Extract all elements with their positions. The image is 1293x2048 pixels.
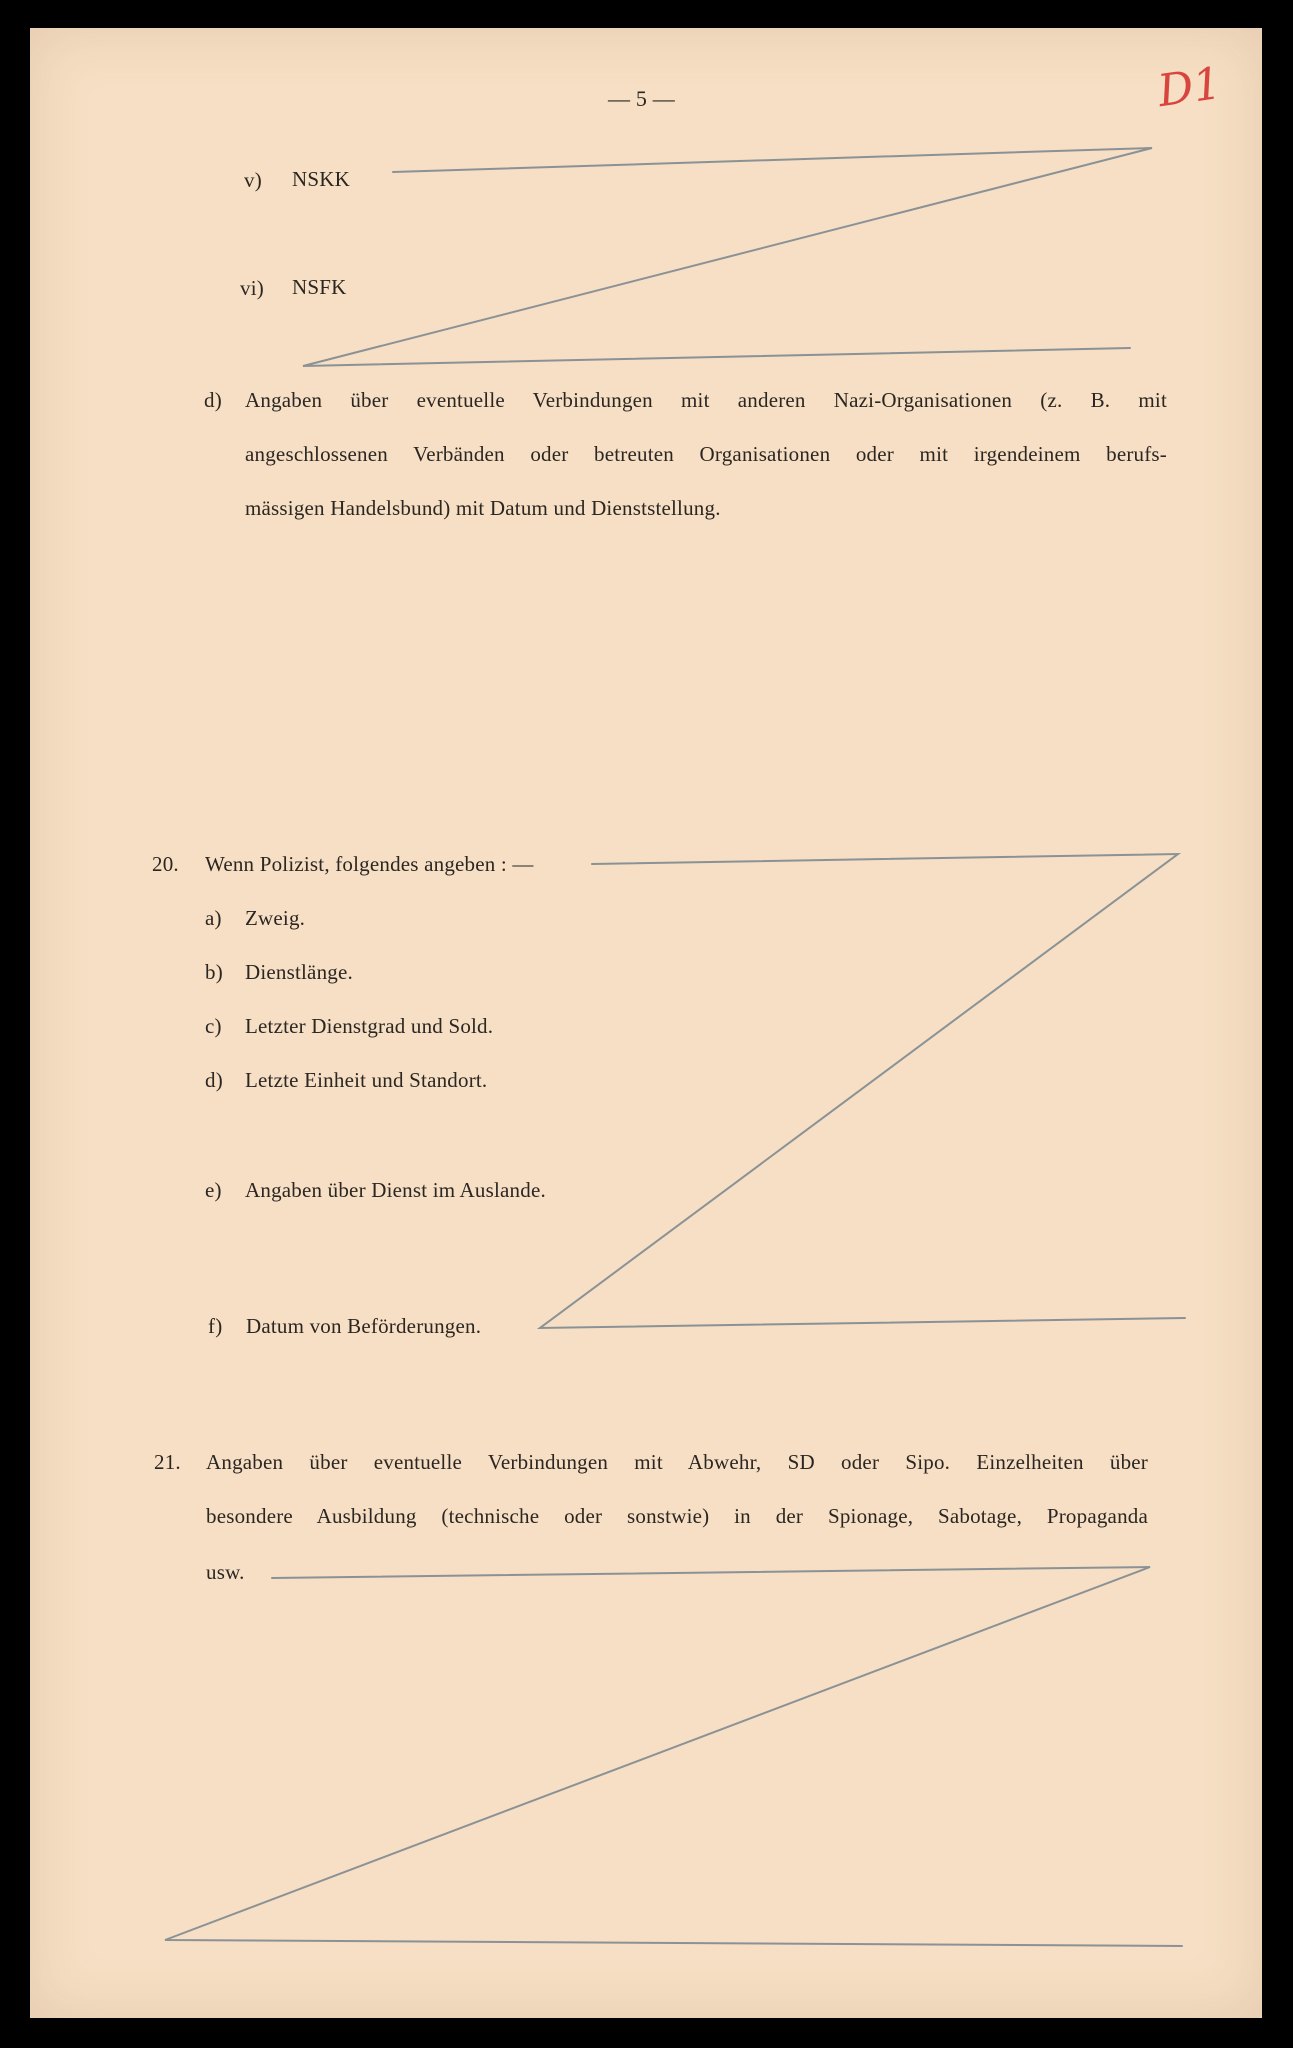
section-20-item-e-label: Angaben über Dienst im Auslande. — [245, 1178, 546, 1202]
pencil-z-strike-section-21 — [165, 1567, 1182, 1946]
pencil-z-strike-section-20 — [540, 854, 1185, 1328]
section-20-item-f-marker: f) — [208, 1314, 223, 1338]
section-20-item-d-label: Letzte Einheit und Standort. — [245, 1068, 488, 1092]
item-v-marker: v) — [244, 168, 262, 192]
section-20-item-b-marker: b) — [205, 960, 223, 984]
item-vi-label: NSFK — [292, 275, 347, 299]
section-21-line-2: besondere Ausbildung (technische oder sonstwie) in der Spionage, Sabotage, Propaganda — [206, 1504, 1148, 1528]
pencil-z-strike-section-19 — [303, 148, 1152, 366]
item-v-label: NSKK — [292, 167, 350, 191]
section-20-item-c-marker: c) — [205, 1014, 222, 1038]
section-20-item-d-marker: d) — [205, 1068, 223, 1092]
section-20-number: 20. — [152, 852, 179, 876]
section-20-heading: Wenn Polizist, folgendes angeben : — — [205, 852, 534, 876]
section-21-line-1: Angaben über eventuelle Verbindungen mit Abwehr, SD oder Sipo. Einzelheiten über — [206, 1450, 1148, 1474]
section-20-item-a-label: Zweig. — [245, 906, 306, 930]
red-pencil-file-mark: D1 — [1154, 57, 1225, 118]
item-d-marker: d) — [204, 388, 222, 412]
section-21-line-3: usw. — [206, 1560, 245, 1584]
item-d-line-1: Angaben über eventuelle Verbindungen mit anderen Nazi-Organisationen (z. B. mit — [245, 388, 1167, 412]
section-20-item-f-label: Datum von Beförderungen. — [246, 1314, 482, 1338]
section-20-item-c-label: Letzter Dienstgrad und Sold. — [245, 1014, 494, 1038]
item-d-line-2: angeschlossenen Verbänden oder betreuten Organisationen oder mit irgendeinem berufs- — [245, 442, 1167, 466]
document-sheet — [30, 28, 1262, 2018]
page-number: — 5 — — [608, 86, 675, 111]
item-d-line-3: mässigen Handelsbund) mit Datum und Dienststellung. — [245, 496, 721, 520]
item-vi-marker: vi) — [240, 276, 264, 300]
section-20-item-b-label: Dienstlänge. — [245, 960, 353, 984]
section-20-item-a-marker: a) — [205, 906, 222, 930]
section-20-item-e-marker: e) — [205, 1178, 222, 1202]
section-21-number: 21. — [154, 1450, 181, 1474]
